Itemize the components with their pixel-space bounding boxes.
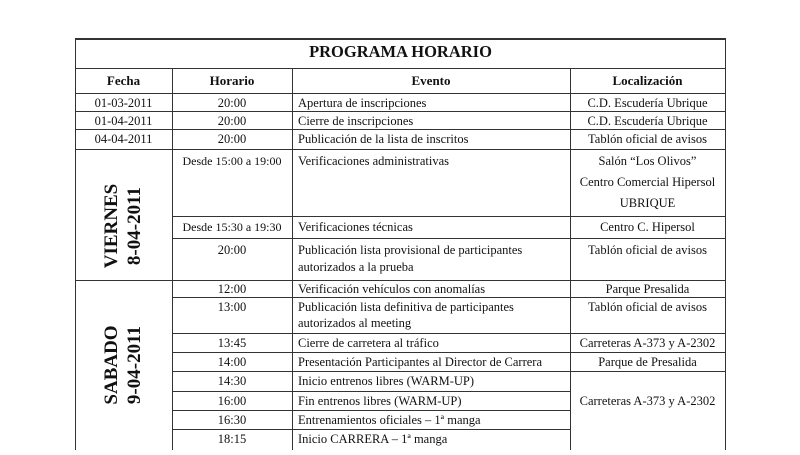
table-cell-evento: Publicación de la lista de inscritos (298, 132, 469, 146)
header-evento: Evento (411, 73, 451, 88)
table-cell-horario: 20:00 (217, 96, 247, 110)
table-cell-evento: Verificación vehículos con anomalías (298, 282, 486, 296)
table-cell-horario: 16:00 (217, 394, 247, 408)
table-cell-evento: Presentación Participantes al Director de Carrera (298, 355, 542, 369)
table-cell-evento: Inicio entrenos libres (WARM-UP) (298, 374, 475, 388)
table-cell-horario: 16:30 (217, 413, 247, 427)
header-fecha: Fecha (106, 73, 141, 88)
header-localizacion: Localización (612, 73, 683, 88)
table-cell-horario: Desde 15:00 a 19:00 (182, 154, 282, 168)
table-cell-evento: Inicio CARRERA – 1ª manga (298, 432, 448, 446)
table-cell-lugar: Parque Presalida (605, 282, 690, 296)
table-cell-evento: autorizados al meeting (298, 316, 412, 330)
table-cell-horario: 20:00 (217, 132, 247, 146)
table-cell-evento: Cierre de carretera al tráfico (298, 336, 439, 350)
table-cell-lugar: Tablón oficial de avisos (588, 300, 707, 314)
table-cell-evento: Cierre de inscripciones (298, 114, 414, 128)
table-cell-horario: 13:45 (217, 336, 247, 350)
table-cell-evento: Apertura de inscripciones (298, 96, 427, 110)
table-cell-evento: Verificaciones administrativas (298, 154, 449, 168)
table-cell-horario: 13:00 (217, 300, 247, 314)
table-cell-evento: Verificaciones técnicas (298, 220, 413, 234)
day-date: 8-04-2011 (124, 186, 145, 266)
table-cell-horario: 12:00 (217, 282, 247, 296)
table-cell-lugar: C.D. Escudería Ubrique (587, 114, 708, 128)
table-cell-evento: Fin entrenos libres (WARM-UP) (298, 394, 462, 408)
day-label-sabado (100, 275, 146, 455)
page-title: PROGRAMA HORARIO (309, 42, 492, 61)
day-date: 9-04-2011 (124, 325, 145, 405)
table-cell-horario: Desde 15:30 a 19:30 (182, 220, 282, 234)
table-cell-evento: Publicación lista provisional de participantes (298, 243, 523, 257)
table-cell-lugar: Parque de Presalida (598, 355, 697, 369)
table-cell-horario: 20:00 (217, 243, 247, 257)
table-cell-horario: 18:15 (217, 432, 247, 446)
table-cell-horario: 20:00 (217, 114, 247, 128)
table-cell-fecha: 01-04-2011 (94, 114, 153, 128)
table-cell-evento: Entrenamientos oficiales – 1ª manga (298, 413, 481, 427)
table-cell-lugar: Salón “Los Olivos” (598, 154, 697, 168)
table-cell-fecha: 04-04-2011 (94, 132, 153, 146)
table-cell-lugar: Tablón oficial de avisos (588, 132, 707, 146)
header-horario: Horario (209, 73, 255, 88)
table-cell-lugar-merged: Carreteras A-373 y A-2302 (579, 394, 716, 408)
table-cell-lugar: Centro C. Hipersol (600, 220, 695, 234)
table-cell-lugar: Tablón oficial de avisos (588, 243, 707, 257)
table-cell-horario: 14:30 (217, 374, 247, 388)
table-cell-evento: autorizados a la prueba (298, 260, 414, 274)
day-name: SABADO (101, 325, 122, 405)
table-cell-lugar: UBRIQUE (619, 196, 676, 210)
table-cell-lugar: C.D. Escudería Ubrique (587, 96, 708, 110)
table-cell-lugar: Centro Comercial Hipersol (579, 175, 716, 189)
table-cell-lugar: Carreteras A-373 y A-2302 (579, 336, 716, 350)
table-cell-evento: Publicación lista definitiva de participantes (298, 300, 514, 314)
table-cell-fecha: 01-03-2011 (94, 96, 153, 110)
table-cell-horario: 14:00 (217, 355, 247, 369)
day-name: VIERNES (101, 183, 122, 269)
